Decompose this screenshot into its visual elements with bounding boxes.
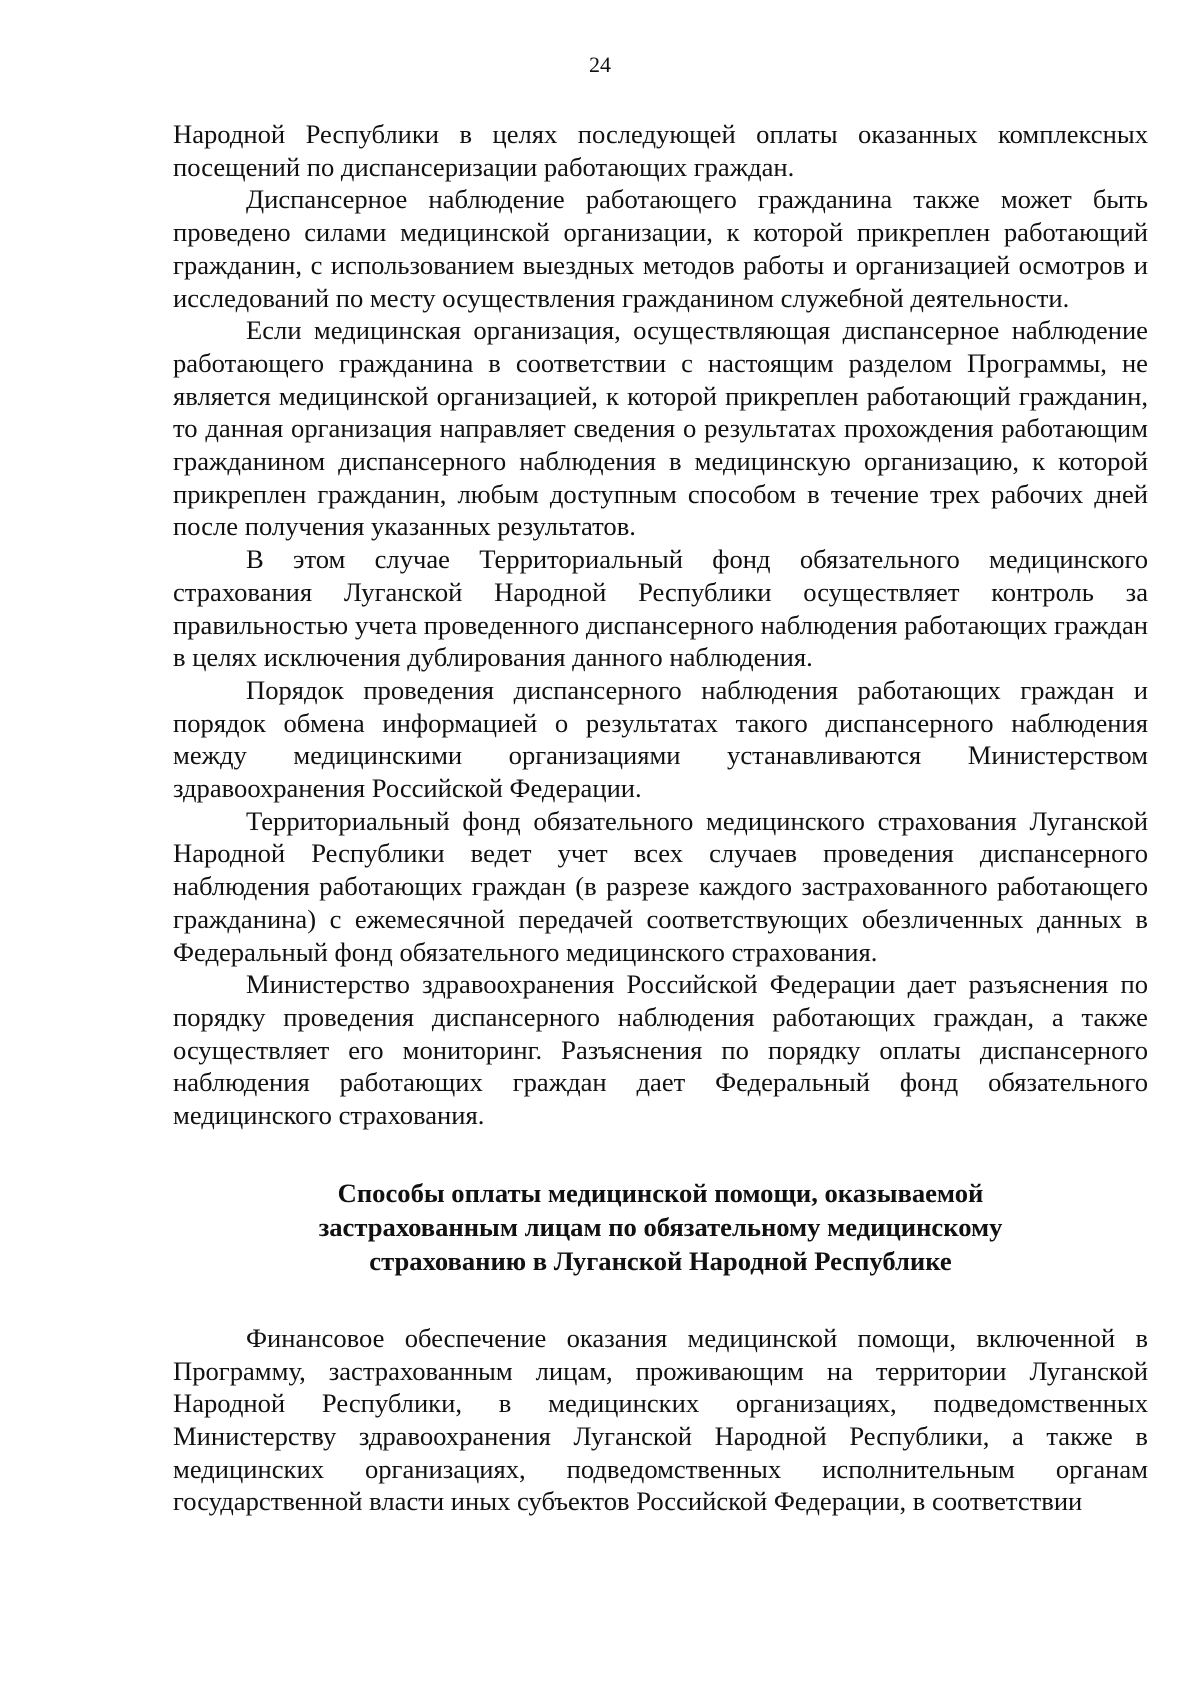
paragraph-procedure: Порядок проведения диспансерного наблюдения работающих граждан и порядок обмена информацией о результатах такого диспансерного наблюдения между медицинскими организациями устанавливаются Министерством здравоохранения Российской Федерации. <box>173 674 1148 804</box>
document-body <box>173 118 1148 1518</box>
section-heading-line-2: застрахованным лицам по обязательному медицинскому <box>318 1211 1003 1242</box>
paragraph-dispensary-observation-outreach: Диспансерное наблюдение работающего гражданина также может быть проведено силами медицинской организации, к которой прикреплен работающий гражданин, с использованием выездных методов работы и организацией осмотров и исследований по месту осуществления гражданином служебной деятельности. <box>173 184 1148 313</box>
section-heading-line-3: страхованию в Луганской Народной Республике <box>369 1245 952 1276</box>
section-heading <box>173 1176 1148 1278</box>
paragraph-continuation: Народной Республики в целях последующей оплаты оказанных комплексных посещений по диспансеризации работающих граждан. <box>173 119 1148 182</box>
page-number: 24 <box>589 52 611 77</box>
paragraph-fund-accounting: Территориальный фонд обязательного медицинского страхования Луганской Народной Республики ведет учет всех случаев проведения диспансерного наблюдения работающих граждан (в разрезе каждого застрахованного работающего гражданина) с ежемесячной передачей соответствующих обезличенных данных в Федеральный фонд обязательного медицинского страхования. <box>173 805 1148 967</box>
section-heading-line-1: Способы оплаты медицинской помощи, оказываемой <box>337 1177 984 1208</box>
paragraph-ministry-clarifications: Министерство здравоохранения Российской Федерации дает разъяснения по порядку проведения диспансерного наблюдения работающих граждан, а также осуществляет его мониторинг. Разъяснения по порядку оплаты диспансерного наблюдения работающих граждан дает Федеральный фонд обязательного медицинского страхования. <box>173 969 1148 1131</box>
paragraph-results-transfer: Если медицинская организация, осуществляющая диспансерное наблюдение работающего гражданина в соответствии с настоящим разделом Программы, не является медицинской организацией, к которой прикреплен работающий гражданин, то данная организация направляет сведения о результатах прохождения работающим гражданином диспансерного наблюдения в медицинскую организацию, к которой прикреплен гражданин, любым доступным способом в течение трех рабочих дней после получения указанных результатов. <box>173 315 1148 542</box>
paragraph-financial-support: Финансовое обеспечение оказания медицинской помощи, включенной в Программу, застрахованным лицам, проживающим на территории Луганской Народной Республики, в медицинских организациях, подведомственных Министерству здравоохранения Луганской Народной Республики, а также в медицинских организациях, подведомственных исполнительным органам государственной власти иных субъектов Российской Федерации, в соответствии <box>173 1322 1148 1517</box>
paragraph-fund-control: В этом случае Территориальный фонд обязательного медицинского страхования Луганской Народной Республики осуществляет контроль за правильностью учета проведенного диспансерного наблюдения работающих граждан в целях исключения дублирования данного наблюдения. <box>173 544 1148 673</box>
